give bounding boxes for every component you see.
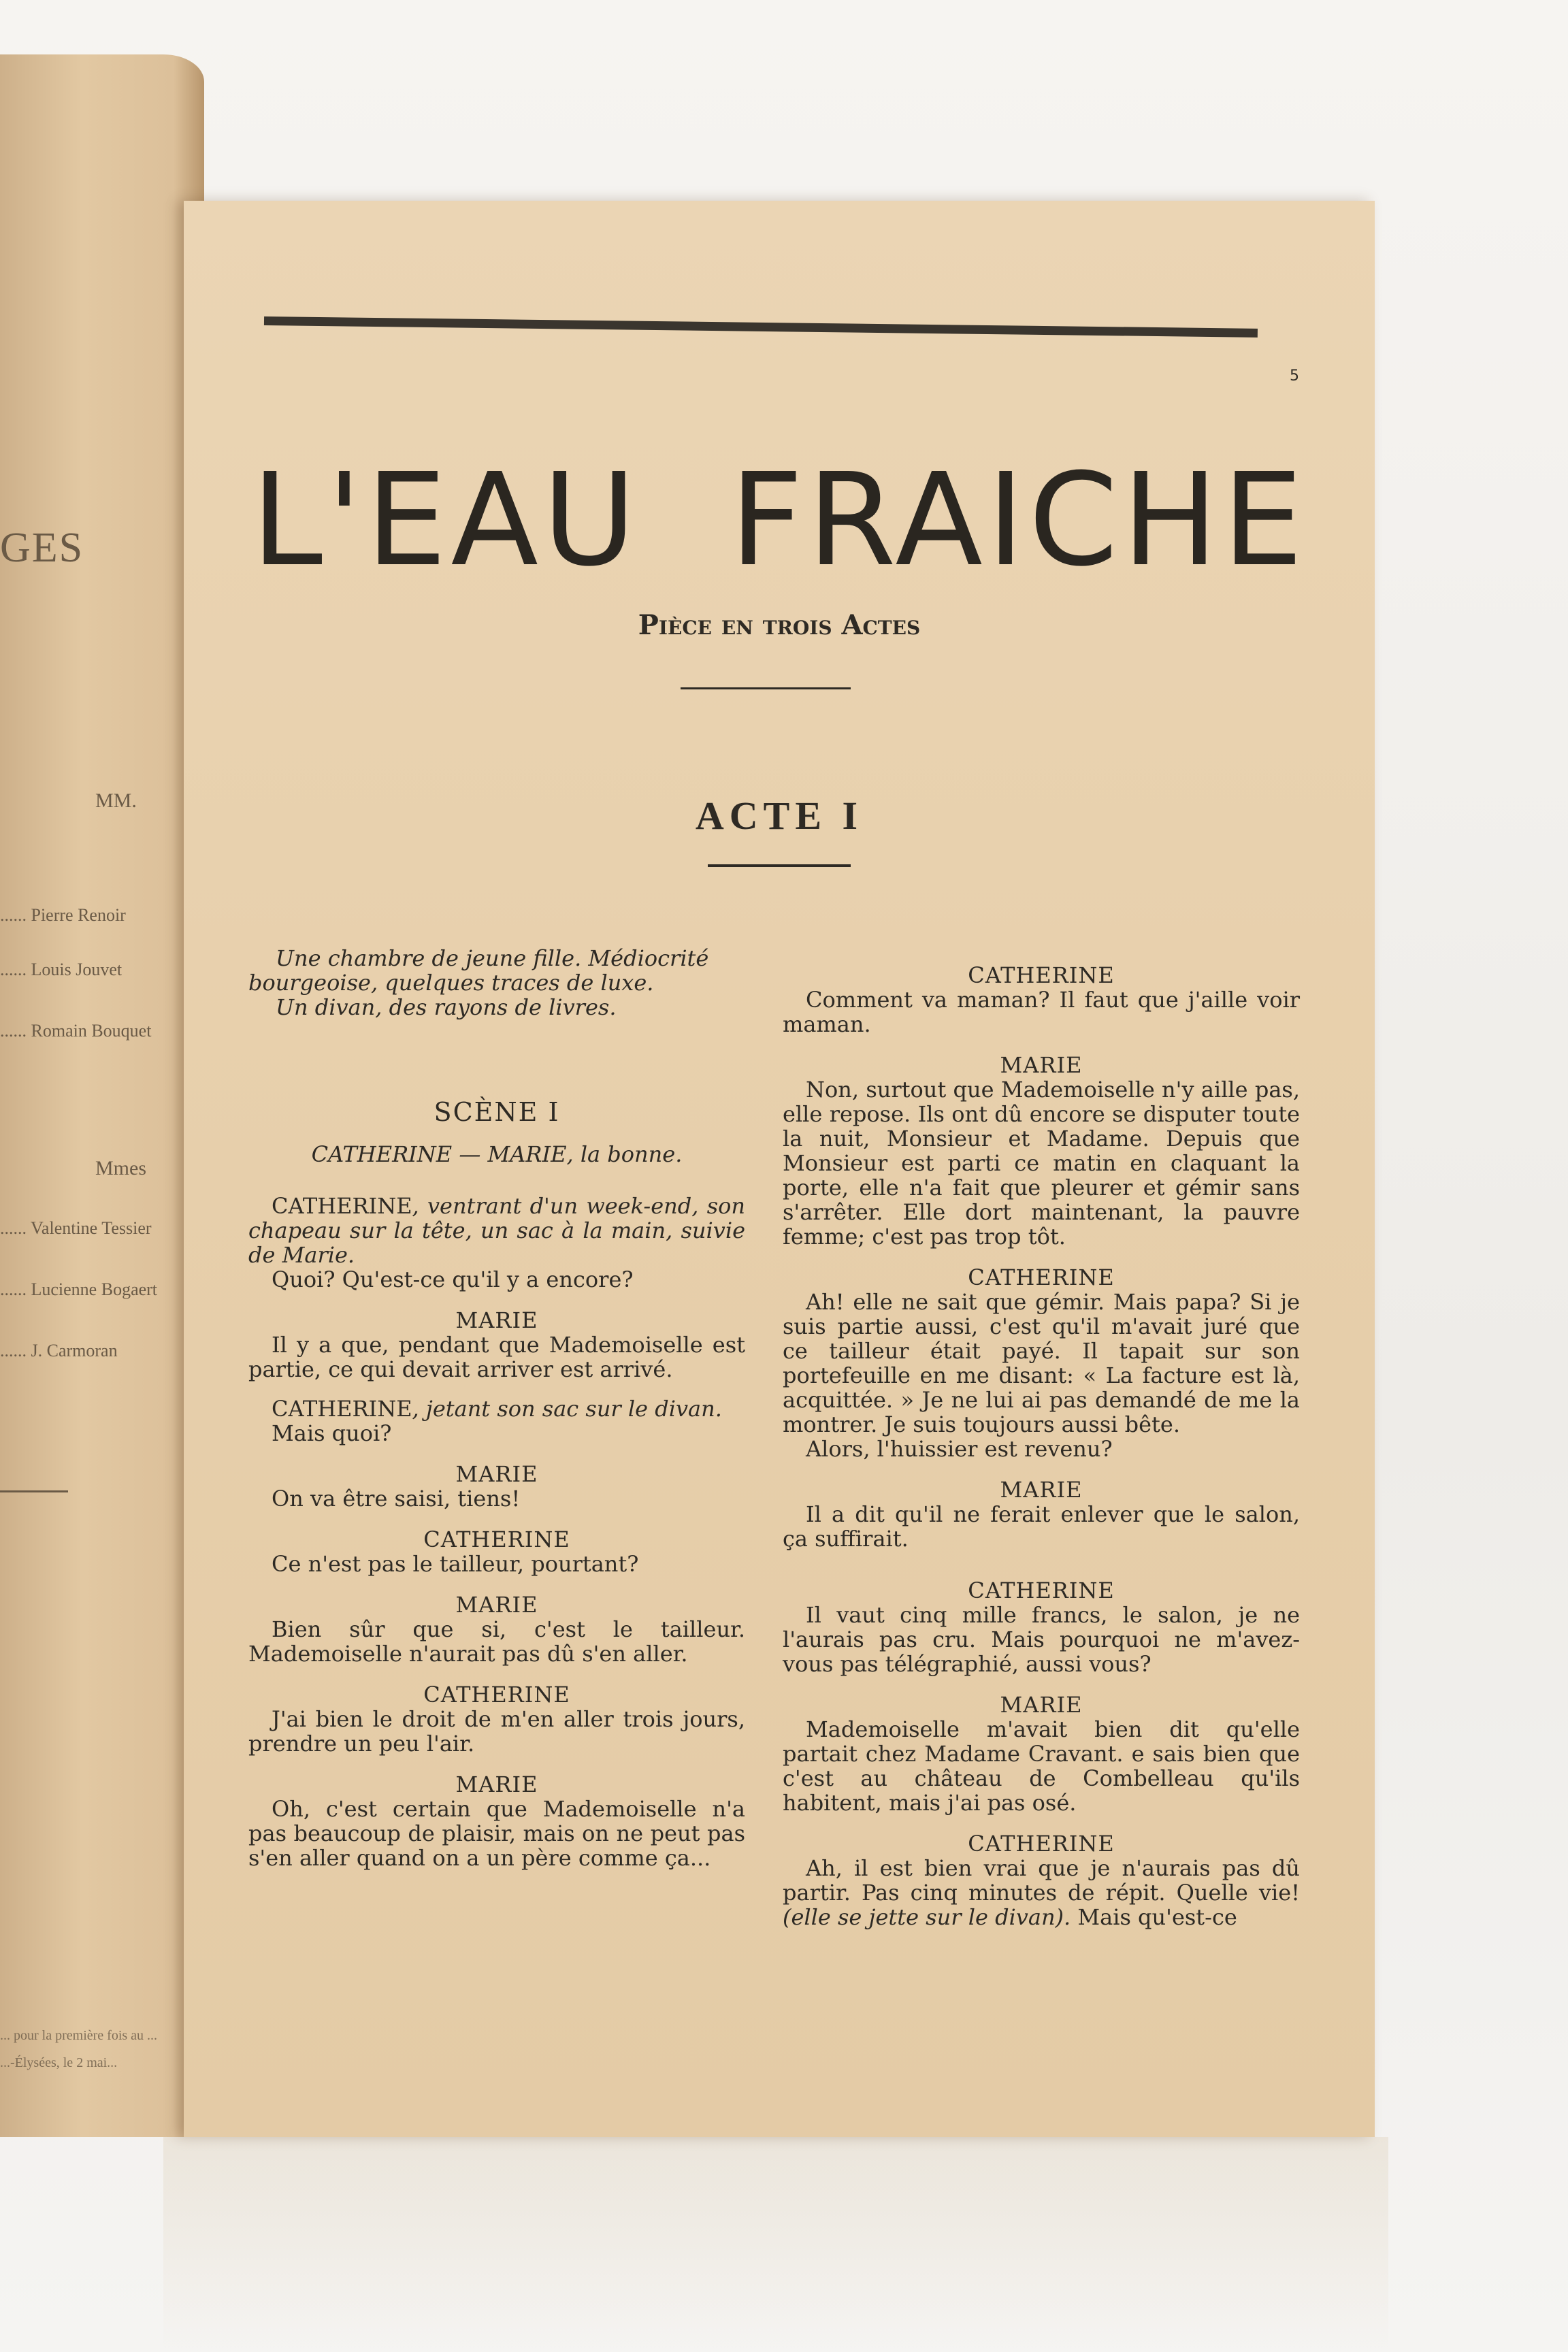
dialogue-text: Ah, il est bien vrai que je n'aurais pas dû partir. Pas cinq minutes de répit. Quelle vie! — [783, 1855, 1300, 1906]
dialogue-line: Comment va maman? Il faut que j'aille voir maman. — [783, 987, 1300, 1037]
speaker-name: CATHERINE — [272, 1193, 412, 1219]
dialogue-line: Il a dit qu'il ne ferait enlever que le salon, ça suffirait. — [783, 1501, 1300, 1552]
play-title: L'EAU FRAICHE — [251, 446, 1307, 595]
header-rule — [264, 316, 1258, 338]
speaker-name: CATHERINE — [968, 1578, 1115, 1603]
dialogue-entry — [783, 1831, 1300, 1929]
dialogue-entry — [248, 1462, 745, 1511]
stage-direction-inline: , ventrant d'un week-end, son chapeau sur la tête, un sac à la main, suivie de Marie. — [248, 1193, 745, 1268]
left-page-cast-row: ...... J. Carmoran — [0, 1341, 118, 1360]
text-column-right — [783, 963, 1300, 1929]
dialogue-line: Mais quoi? — [272, 1420, 392, 1446]
speaker-with-direction — [248, 1194, 745, 1267]
dialogue-line: On va être saisi, tiens! — [272, 1486, 521, 1512]
left-page-mm-label: MM. — [95, 789, 137, 812]
left-page-cast-row: ...... Pierre Renoir — [0, 905, 126, 925]
left-page-heading-fragment: GES — [0, 525, 84, 571]
dialogue-line: Quoi? Qu'est-ce qu'il y a encore? — [272, 1267, 634, 1292]
left-page-rule — [0, 1490, 68, 1492]
left-page-cast-row: ...... Romain Bouquet — [0, 1021, 152, 1041]
right-page — [184, 201, 1375, 2137]
dialogue-entry — [783, 1265, 1300, 1461]
dialogue-line — [783, 1856, 1300, 1929]
dialogue-entry — [248, 1308, 745, 1382]
dialogue-line: Il y a que, pendant que Mademoiselle est partie, ce qui devait arriver est arrivé. — [248, 1332, 745, 1382]
left-page-footer-line: ...-Élysées, le 2 mai... — [0, 2055, 118, 2070]
dialogue-line: Bien sûr que si, c'est le tailleur. Mademoiselle n'aurait pas dû s'en aller. — [248, 1616, 745, 1667]
dialogue-line: Oh, c'est certain que Mademoiselle n'a pas beaucoup de plaisir, mais on ne peut pas s'en aller quand on a un père comme ça... — [248, 1796, 745, 1871]
left-facing-page — [0, 54, 204, 2137]
dialogue-text: Mais qu'est-ce — [1077, 1904, 1237, 1930]
speaker-with-direction — [248, 1396, 745, 1421]
speaker-name: MARIE — [455, 1307, 538, 1333]
speaker-name: MARIE — [455, 1771, 538, 1797]
table-reflection — [163, 2137, 1388, 2352]
speaker-name: CATHERINE — [423, 1526, 570, 1552]
play-subtitle: Pièce en trois Actes — [638, 609, 921, 641]
dialogue-entry — [248, 1772, 745, 1870]
scene-cast: CATHERINE — MARIE, la bonne. — [311, 1141, 683, 1167]
left-page-footer-line: ... pour la première fois au ... — [0, 2028, 158, 2043]
dialogue-entry — [783, 963, 1300, 1036]
dialogue-line: J'ai bien le droit de m'en aller trois jours, prendre un peu l'air. — [248, 1706, 745, 1757]
speaker-name: CATHERINE — [968, 1264, 1115, 1290]
speaker-name: CATHERINE — [423, 1682, 570, 1708]
text-column-left — [248, 946, 745, 1870]
dialogue-line: Non, surtout que Mademoiselle n'y aille pas, elle repose. Ils ont dû encore se disputer toute la nuit, Monsieur et Madame. Depuis que Monsieur est parti ce matin en claquant la porte, elle n'a fait que pleurer et gémir sans s'arrêter. Elle dort maintenant, la pauvre femme; c'est pas trop tôt. — [783, 1077, 1300, 1250]
dialogue-entry — [248, 1592, 745, 1666]
subtitle-rule — [681, 687, 851, 689]
dialogue-line: Il vaut cinq mille francs, le salon, je ne l'aurais pas cru. Mais pourquoi ne m'avez-vous pas télégraphié, aussi vous? — [783, 1602, 1300, 1677]
dialogue-entry — [783, 1477, 1300, 1551]
dialogue-line: Mademoiselle m'avait bien dit qu'elle partait chez Madame Cravant. e sais bien que c'est au château de Combelleau qu'ils habitent, mais j'ai pas osé. — [783, 1716, 1300, 1816]
speaker-name: MARIE — [1000, 1477, 1083, 1503]
dialogue-entry — [783, 1693, 1300, 1815]
stage-direction — [248, 946, 745, 1019]
dialogue-entry — [248, 1194, 745, 1292]
speaker-name: MARIE — [1000, 1052, 1083, 1078]
dialogue-line: Ce n'est pas le tailleur, pourtant? — [272, 1551, 639, 1577]
dialogue-entry — [783, 1053, 1300, 1249]
dialogue-entry — [248, 1527, 745, 1576]
left-page-cast-row: ...... Louis Jouvet — [0, 960, 122, 979]
left-page-cast-row: ...... Valentine Tessier — [0, 1218, 152, 1238]
scene-heading: SCÈNE I — [434, 1097, 560, 1127]
left-page-cast-row: ...... Lucienne Bogaert — [0, 1279, 158, 1299]
speaker-name: CATHERINE — [968, 962, 1115, 988]
stage-direction-line: Une chambre de jeune fille. Médiocrité bourgeoise, quelques traces de luxe. — [248, 945, 709, 996]
left-page-mmes-label: Mmes — [95, 1157, 146, 1179]
dialogue-entry — [783, 1578, 1300, 1676]
dialogue-line: Ah! elle ne sait que gémir. Mais papa? Si je suis partie aussi, c'est qu'il m'avait juré que ce tailleur était payé. Il tapait sur son portefeuille en me disant: « La facture est là, acquittée. » Je ne lui ai pas demandé de me la montrer. Je suis toujours aussi bête. — [783, 1289, 1300, 1437]
speaker-name: CATHERINE — [272, 1396, 412, 1422]
stage-direction-inline: (elle se jette sur le divan). — [783, 1904, 1071, 1930]
act-heading: ACTE I — [695, 794, 864, 838]
speaker-name: MARIE — [1000, 1692, 1083, 1718]
stage-direction-line: Un divan, des rayons de livres. — [276, 994, 617, 1020]
dialogue-line: Alors, l'huissier est revenu? — [806, 1436, 1113, 1462]
stage-direction-inline: , jetant son sac sur le divan. — [412, 1396, 722, 1422]
speaker-name: CATHERINE — [968, 1831, 1115, 1857]
act-rule — [708, 864, 851, 867]
dialogue-entry — [248, 1396, 745, 1446]
speaker-name: MARIE — [455, 1461, 538, 1487]
speaker-name: MARIE — [455, 1592, 538, 1618]
page-number: 5 — [1290, 368, 1299, 385]
dialogue-entry — [248, 1682, 745, 1756]
